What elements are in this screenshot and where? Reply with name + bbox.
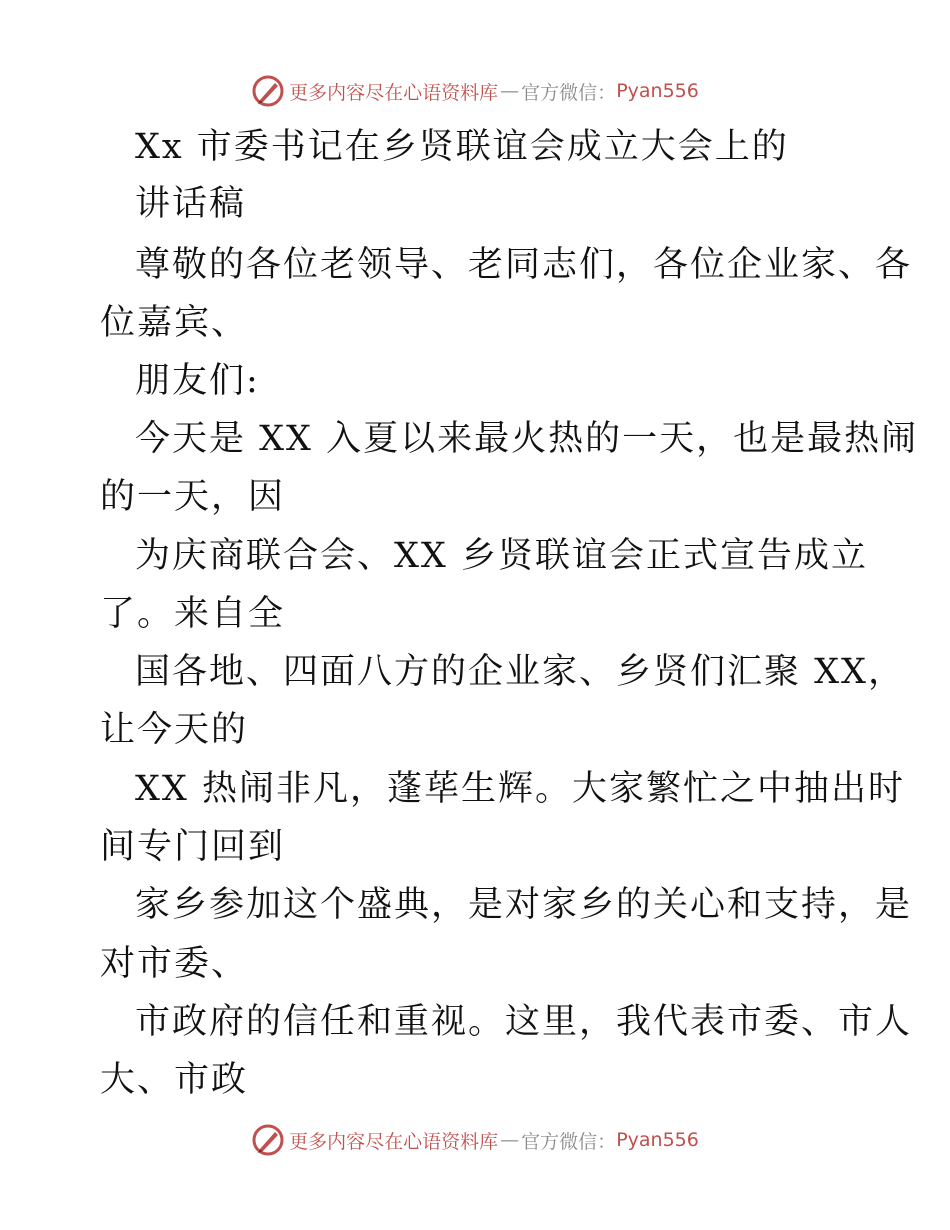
watermark-official-label: 官方微信： [521,1130,617,1153]
header-watermark [0,71,950,111]
watermark-wechat-id: Pyan556 [616,80,699,102]
paragraph-line: 为庆商联合会、XX 乡贤联谊会正式宣告成立 [135,536,868,576]
paragraph-line: 家乡参加这个盛典，是对家乡的关心和支持，是 [135,885,913,925]
footer-watermark [0,1120,950,1160]
paragraph-line: 间专门回到 [100,827,286,867]
paragraph-line: 的一天，因 [100,477,286,517]
pen-logo-icon [251,1123,285,1157]
paragraph-line: 了。来自全 [100,594,286,634]
paragraph-line: 位嘉宾、 [100,303,249,343]
document-title-line-1: Xx 市委书记在乡贤联谊会成立大会上的 [135,127,789,167]
pen-logo-icon [251,74,285,108]
paragraph-line: XX 热闹非凡，蓬荜生辉。大家繁忙之中抽出时 [135,769,905,809]
paragraph-line: 对市委、 [100,944,249,984]
paragraph-line: 尊敬的各位老领导、老同志们，各位企业家、各 [135,245,913,285]
paragraph-line: 今天是 XX 入夏以来最火热的一天，也是最热闹 [135,419,919,459]
paragraph-line: 国各地、四面八方的企业家、乡贤们汇聚 XX， [135,652,905,692]
paragraph-line: 让今天的 [100,710,249,750]
watermark-wechat-id: Pyan556 [616,1129,699,1151]
watermark-main-text: 更多内容尽在心语资料库 [289,1130,499,1153]
watermark-official-label: 官方微信： [521,81,617,104]
watermark-main-text: 更多内容尽在心语资料库 [289,81,499,104]
watermark-dash: — [500,1129,520,1151]
watermark-dash: — [500,80,520,102]
document-title-line-2: 讲话稿 [135,184,247,224]
paragraph-line: 大、市政 [100,1060,249,1100]
paragraph-line: 朋友们: [135,361,260,401]
paragraph-line: 市政府的信任和重视。这里，我代表市委、市人 [135,1002,913,1042]
